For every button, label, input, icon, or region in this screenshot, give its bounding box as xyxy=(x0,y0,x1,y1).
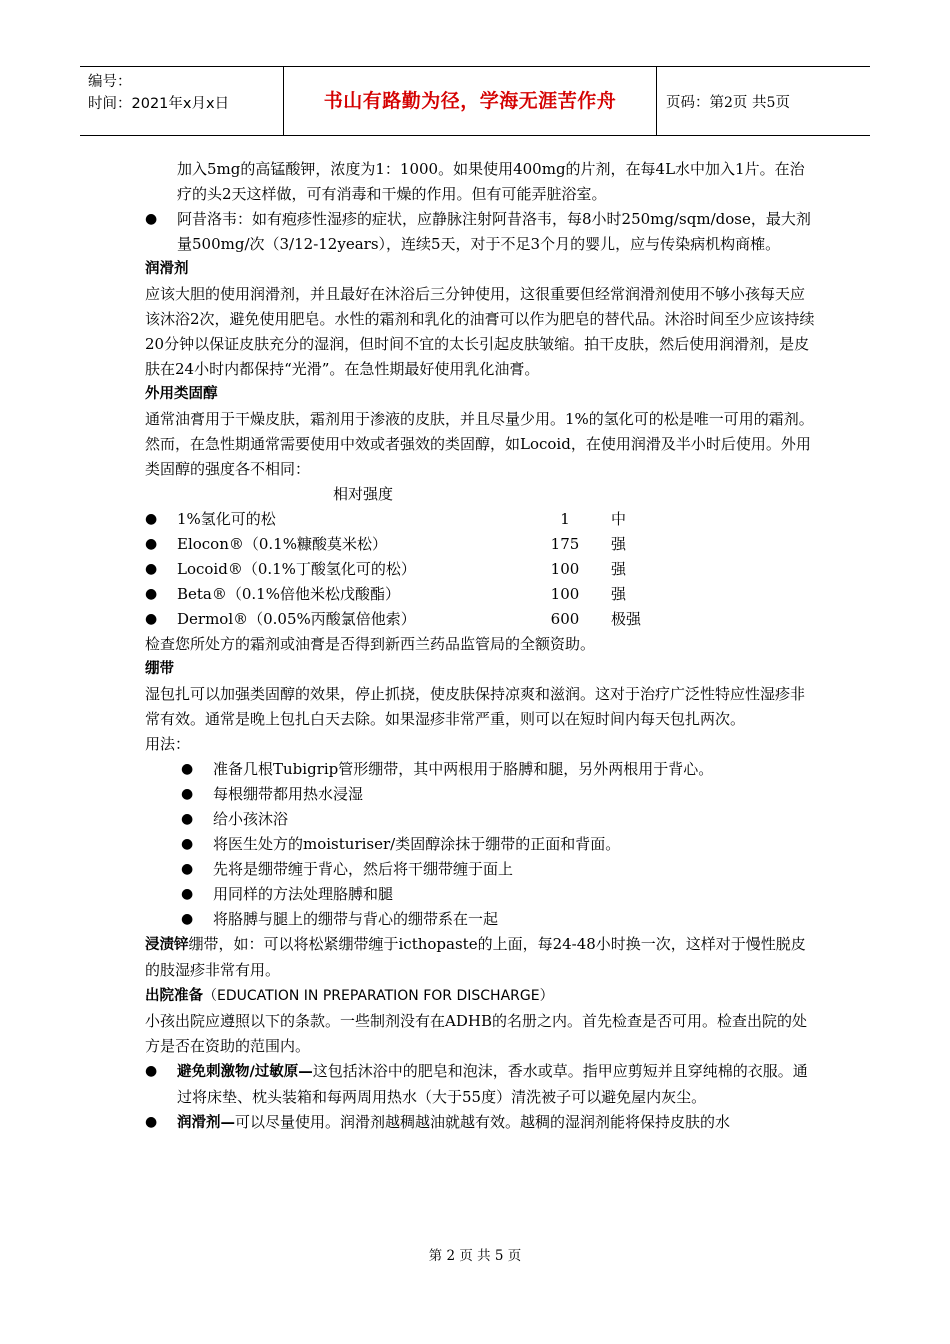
usage-step: ● 先将是绷带缠于背心，然后将干绷带缠于面上 xyxy=(145,857,815,882)
usage-label: 用法： xyxy=(145,735,191,753)
discharge-item-title: 避免刺激物/过敏原— xyxy=(177,1064,313,1080)
strength-table-header: 相对强度 xyxy=(333,485,394,503)
drug-strength: 强 xyxy=(611,585,627,603)
drug-value: 100 xyxy=(550,585,580,603)
discharge-heading-line xyxy=(145,983,815,1009)
usage-step: ● 给小孩沐浴 xyxy=(145,807,815,832)
discharge-item-title: 润滑剂— xyxy=(177,1115,235,1131)
strength-row xyxy=(145,557,815,582)
discharge-item-text: 可以尽量使用。润滑剂越稠越油就越有效。越稠的湿润剂能将保持皮肤的水 xyxy=(235,1113,731,1131)
zinc-paragraph xyxy=(145,932,815,983)
drug-name: ● Beta®（0.1%倍他米松戊酸酯） xyxy=(177,585,400,603)
drug-value: 100 xyxy=(550,560,580,578)
zinc-text: 绷带，如：可以将松紧绷带缠于icthopaste的上面，每24-48小时换一次，这样对于慢性脱皮的肢湿疹非常有用。 xyxy=(145,935,806,979)
emollient-text: 应该大胆的使用润滑剂，并且最好在沐浴后三分钟使用，这很重要但经常润滑剂使用不够小孩每天应该沐浴2次，避免使用肥皂。水性的霜剂和乳化的油膏可以作为肥皂的替代品。沐浴时间至少应该持续20分钟以保证皮肤充分的湿润，但时间不宜的太长引起皮肤皱缩。拍干皮肤，然后使用润滑剂，是皮肤在24小时内都保持“光滑”。在急性期最好使用乳化油膏。 xyxy=(145,285,815,378)
strength-row xyxy=(145,582,815,607)
usage-step: ● 将胳膊与腿上的绷带与背心的绷带系在一起 xyxy=(145,907,815,932)
drug-strength: 强 xyxy=(611,560,627,578)
intro-continuation: 加入5mg的高锰酸钾，浓度为1：1000。如果使用400mg的片剂，在每4L水中加入1片。在治疗的头2天这样做，可有消毒和干燥的作用。但有可能弄脏浴室。 xyxy=(177,160,805,203)
drug-value: 1 xyxy=(560,510,570,528)
discharge-heading-en: （EDUCATION IN PREPARATION FOR DISCHARGE） xyxy=(203,988,554,1004)
number-label: 编号： xyxy=(88,74,132,90)
usage-step: ● 准备几根Tubigrip管形绷带，其中两根用于胳膊和腿，另外两根用于背心。 xyxy=(145,757,815,782)
bandage-text: 湿包扎可以加强类固醇的效果，停止抓挠，使皮肤保持凉爽和滋润。这对于治疗广泛性特应性湿疹非常有效。通常是晚上包扎白天去除。如果湿疹非常严重，则可以在短时间内每天包扎两次。 xyxy=(145,685,806,728)
discharge-heading: 出院准备 xyxy=(145,988,203,1004)
steroid-heading: 外用类固醇 xyxy=(145,386,218,402)
strength-table xyxy=(145,507,815,632)
drug-strength: 极强 xyxy=(611,610,642,628)
discharge-item xyxy=(145,1059,815,1110)
page-mid: 页 共 xyxy=(732,95,767,111)
drug-name: ● Locoid®（0.1%丁酸氢化可的松） xyxy=(177,560,416,578)
usage-step: ● 每根绷带都用热水浸湿 xyxy=(145,782,815,807)
strength-row xyxy=(145,532,815,557)
bandage-heading: 绷带 xyxy=(145,661,174,677)
usage-step: ● 将医生处方的moisturiser/类固醇涂抹于绷带的正面和背面。 xyxy=(145,832,815,857)
page-footer: 第 2 页 共 5 页 xyxy=(428,1248,522,1264)
drug-value: 600 xyxy=(550,610,580,628)
strength-row xyxy=(145,507,815,532)
drug-value: 175 xyxy=(550,535,580,553)
discharge-item xyxy=(145,1110,815,1136)
page-total: 5 xyxy=(766,95,776,111)
page-label: 页码：第 xyxy=(666,95,724,111)
drug-strength: 中 xyxy=(611,510,627,528)
document-body xyxy=(145,157,815,1136)
emollient-heading: 润滑剂 xyxy=(145,261,189,277)
header-motto: 书山有路勤为径，学海无涯苦作舟 xyxy=(323,90,617,112)
discharge-text: 小孩出院应遵照以下的条款。一些制剂没有在ADHB的名册之内。首先检查是否可用。检查出院的处方是否在资助的范围内。 xyxy=(145,1012,807,1055)
page-num: 2 xyxy=(724,95,733,111)
header-meta xyxy=(88,71,280,115)
drug-name: ● Elocon®（0.1%糠酸莫米松） xyxy=(177,535,387,553)
discharge-item-text: 这包括沐浴中的肥皂和泡沫，香水或草。指甲应剪短并且穿纯棉的衣服。通过将床垫、枕头装箱和每两周用热水（大于55度）清洗被子可以避免屋内灰尘。 xyxy=(177,1062,808,1106)
usage-step: ● 用同样的方法处理胳膊和腿 xyxy=(145,882,815,907)
acyclovir-item: ● 阿昔洛韦：如有疱疹性湿疹的症状，应静脉注射阿昔洛韦，每8小时250mg/sqm/dose，最大剂量500mg/次（3/12-12years），连续5天，对于不足3个月的婴儿，应与传染病机构商榷。 xyxy=(145,207,815,257)
strength-row xyxy=(145,607,815,632)
page-end: 页 xyxy=(775,95,790,111)
funding-note: 检查您所处方的霜剂或油膏是否得到新西兰药品监管局的全额资助。 xyxy=(145,635,596,653)
drug-name: ● Dermol®（0.05%丙酸氯倍他索） xyxy=(177,610,416,628)
header-divider xyxy=(656,67,657,135)
header-page-number xyxy=(666,67,790,135)
time-label: 时间：2021年x月x日 xyxy=(88,96,230,112)
zinc-heading: 浸渍锌 xyxy=(145,937,189,953)
page-header xyxy=(80,66,870,136)
steroid-text: 通常油膏用于干燥皮肤，霜剂用于渗液的皮肤，并且尽量少用。1%的氢化可的松是唯一可用的霜剂。然而，在急性期通常需要使用中效或者强效的类固醇，如Locoid，在使用润滑及半小时后使用。外用类固醇的强度各不相同： xyxy=(145,410,814,478)
drug-name: ● 1%氢化可的松 xyxy=(177,510,276,528)
drug-strength: 强 xyxy=(611,535,627,553)
